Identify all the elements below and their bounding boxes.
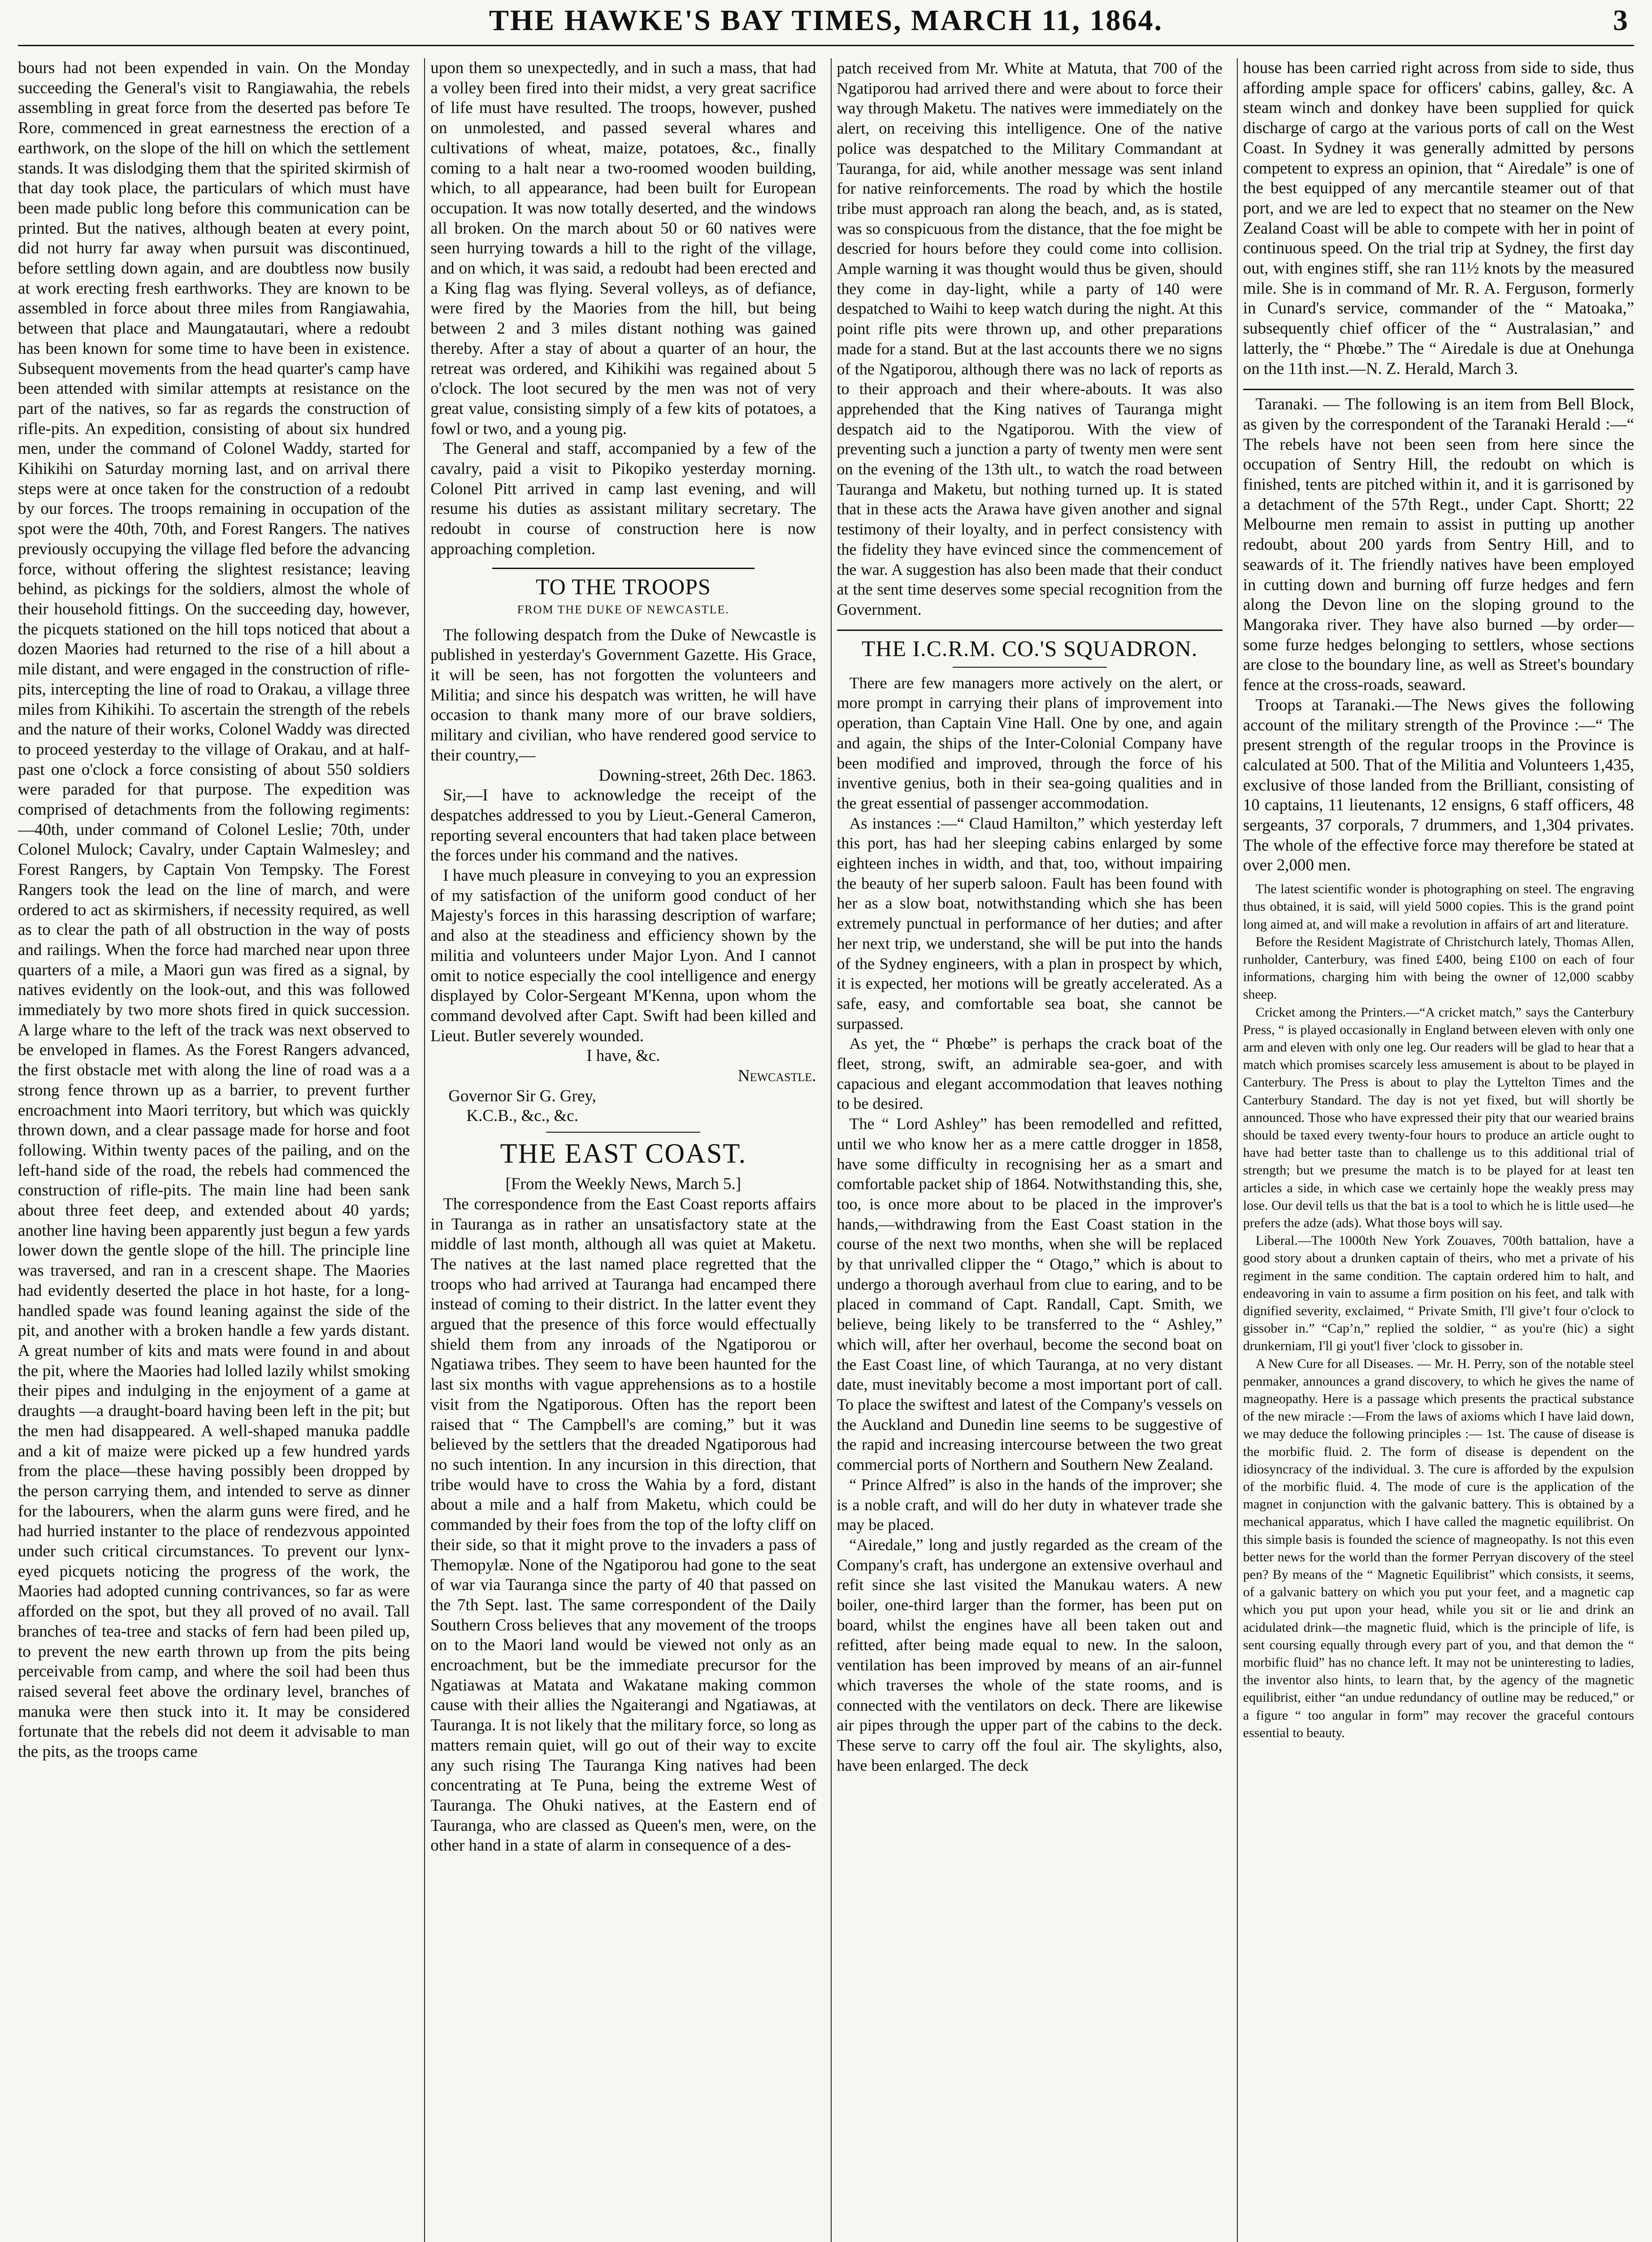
brief-item: The latest scientific wonder is photographing on steel. The engraving thus obtained, it is said, will yield 5000 copies. This is the grand point long aimed at, and will make a revolution in affairs of art and literature. bbox=[1243, 882, 1634, 932]
article-paragraph: The correspondence from the East Coast reports affairs in Tauranga as in rather an unsatisfactory state at the middle of last month, although all was quiet at Maketu. The natives at the last named place regretted that the troops who had arrived at Tauranga had encamped there instead of coming to their district. In the latter event they argued that the presence of this force would effectually shield them from any inroads of the Ngatiporou or Ngatiawa tribes. They seem to have been haunted for the last six months with vague apprehensions as to a hostile visit from the Ngatiporous. Often has the report been raised that “ The Campbell's are coming,” but it was believed by the settlers that the dreaded Ngatiporous had no such intention. In any incursion in this direction, that tribe would have to cross the Wahia by a ford, distant about a mile and a half from Maketu, which could be commanded by their foes from the top of the lofty cliff on their side, so that it might prove to the invaders a pass of Themopylæ. None of the Ngatiporou had gone to the seat of war via Tauranga since the party of 40 that passed on the 7th Sept. last. The same correspondent of the Daily Southern Cross believes that any movement of the troops on to the Maori land would be viewed not only as an encroachment, but be the immediate precursor for the Ngatiawas at Matata and Wakatane making common cause with their allies the Ngaiterangi and Ngatiawas, at Tauranga. It is not likely that the military force, so long as matters remain quiet, will go out of their way to excite any such rising The Tauranga King natives had been concentrating at Te Puna, being the extreme West of Tauranga. The Ohuki natives, at the Eastern end of Tauranga, who are classed as Queen's men, were, on the other hand in a state of alarm in consequence of a des- bbox=[430, 1195, 816, 1855]
article-paragraph: The “ Lord Ashley” has been remodelled and refitted, until we who know her as a mere cattle drogger in 1858, have some difficulty in recognising her as a smart and comfortable packet ship of 1864. Notwithstanding this, she, too, is once more about to be placed in the improver's hands,—withdrawing from the East Coast station in the course of the next two months, when she will be replaced by that unrivalled clipper the “ Otago,” which is about to undergo a thorough averhaul from clue to earing, and to be placed in command of Capt. Randall, Capt. Smith, we believe, being likely to be transferred to the “ Ashley,” which will, after her overhaul, become the second boat on the East Coast line, of which Tauranga, at no very distant date, must inevitably become a most important port of call. To place the swiftest and latest of the Company's vessels on the Auckland and Dunedin line seems to be suggestive of the rapid and increasing intercourse between the two great commercial ports of Northern and Southern New Zealand. bbox=[837, 1115, 1223, 1474]
column-3 bbox=[831, 58, 1228, 2242]
brief-item: Before the Resident Magistrate of Christchurch lately, Thomas Allen, runholder, Canterbury, was fined £400, being £100 on each of four informations, charging him with being the owner of 12,000 scabby sheep. bbox=[1243, 934, 1634, 1002]
despatch-closing: I have, &c. bbox=[586, 1047, 660, 1065]
section-subheading: FROM THE DUKE OF NEWCASTLE. bbox=[517, 603, 729, 616]
section-divider bbox=[837, 630, 1223, 631]
article-paragraph: The following despatch from the Duke of Newcastle is published in yesterday's Government Gazette. His Grace, it will be seen, has not forgotten the volunteers and Militia; and since his despatch was written, he will have occasion to thank many more of our brave soldiers, military and civilian, who have rendered good service to their country,— bbox=[430, 626, 816, 765]
article-paragraph: house has been carried right across from side to side, thus affording ample space for officers' cabins, galley, &c. A steam winch and donkey have been supplied for quick discharge of cargo at the various ports of call on the West Coast. In Sydney it was generally admitted by persons competent to express an opinion, that “ Airedale” is one of the best equipped of any mercantile steamer out of that port, and we are led to expect that no steamer on the New Zealand Coast will be able to compete with her in point of continuous speed. On the trial trip at Sydney, the first day out, with engines stiff, she ran 11½ knots by the measured mile. She is in command of Mr. R. A. Ferguson, formerly in Cunard's service, commander of the “ Matoaka,” subsequently chief officer of the “ Australasian,” and latterly, the “ Phœbe.” The “ Airedale is due at Onehunga on the 11th inst.—N. Z. Herald, March 3. bbox=[1243, 59, 1634, 378]
despatch-addressee: Governor Sir G. Grey, bbox=[448, 1086, 596, 1105]
section-heading-icrm-squadron: THE I.C.R.M. CO.'S SQUADRON. bbox=[861, 635, 1198, 661]
news-item-taranaki: Taranaki. — The following is an item from Bell Block, as given by the correspondent of the Taranaki Herald :—“ The rebels have not been seen from here since the occupation of Sentry Hill, the redoubt on which is finished, tents are pitched within it, and it is garrisoned by a detachment of the 57th Regt., under Capt. Shortt; 22 Melbourne men remain to assist in putting up another redoubt, about 200 yards from Sentry Hill, and to seawards of it. The friendly natives have been employed in cutting down and burning off furze hedges and fern along the Devon line on the sloping ground to the Mangoraka river. They have also burned —by order—some furze hedges belonging to settlers, whose sections are close to the boundary line, as well as Street's boundary fence at the cross-roads, seaward. bbox=[1243, 395, 1634, 695]
newspaper-title: THE HAWKE'S BAY TIMES, MARCH 11, 1864. bbox=[489, 4, 1163, 37]
section-divider bbox=[546, 1132, 700, 1133]
column-4 bbox=[1237, 58, 1634, 2242]
section-heading-east-coast: THE EAST COAST. bbox=[500, 1138, 747, 1169]
article-paragraph: Sir,—I have to acknowledge the receipt of the despatches addressed to you by Lieut.-General Cameron, reporting several encounters that had taken place between the forces under his command and the natives. bbox=[430, 786, 816, 865]
column-1 bbox=[18, 58, 415, 2242]
article-paragraph: The General and staff, accompanied by a few of the cavalry, paid a visit to Pikopiko yesterday morning. Colonel Pitt arrived in camp last evening, and will resume his duties as assistant military secretary. The redoubt in course of construction here is now approaching completion. bbox=[430, 439, 816, 558]
article-columns bbox=[18, 58, 1634, 2242]
page-number: 3 bbox=[1613, 4, 1628, 37]
article-source-line: [From the Weekly News, March 5.] bbox=[505, 1175, 741, 1194]
despatch-signature: Newcastle. bbox=[737, 1067, 816, 1086]
article-paragraph: There are few managers more actively on the alert, or more prompt in carrying their plans of improvement into operation, than Captain Vine Hall. One by one, and again and again, the ships of the Inter-Colonial Company have been modified and improved, through the force of his inventive genius, both in their sea-going qualities and in the great essential of passenger accommodation. bbox=[837, 673, 1223, 812]
article-paragraph: As instances :—“ Claud Hamilton,” which yesterday left this port, has had her sleeping cabins enlarged by some eighteen inches in width, and that, too, without impairing the beauty of her superb saloon. Fault has been found with her as a slow boat, notwithstanding which she has been extremely punctual in performance of her duties; and after her next trip, we understand, she will be put into the hands of the Sydney engineers, with a plan in prospect by which, it is expected, her motions will be greatly accelerated. As a safe, easy, and comfortable sea boat, she cannot be surpassed. bbox=[837, 814, 1223, 1033]
article-paragraph: As yet, the “ Phœbe” is perhaps the crack boat of the fleet, strong, swift, an admirable sea-goer, and with capacious and elegant accommodation that leaves nothing to be desired. bbox=[837, 1034, 1223, 1113]
article-paragraph: I have much pleasure in conveying to you an expression of my satisfaction of the uniform good conduct of her Majesty's forces in this harassing description of warfare; and also at the steadiness and efficiency shown by the militia and volunteers under Major Lyon. And I cannot omit to notice especially the cool intelligence and energy displayed by Color-Sergeant M'Kenna, upon whom the command devolved after Capt. Swift had been killed and Lieut. Butler severely wounded. bbox=[430, 866, 816, 1045]
masthead bbox=[18, 0, 1634, 46]
section-divider bbox=[953, 667, 1107, 668]
column-2 bbox=[424, 58, 821, 2242]
despatch-addressee-title: K.C.B., &c., &c. bbox=[466, 1107, 578, 1125]
waikato-war-article-continued: bours had not been expended in vain. On the Monday succeeding the General's visit to Rangiawahia, the rebels assembling in great force from the deserted pas before Te Rore, commenced in great earnestness the erection of a earthwork, on the slope of the hill on which the settlement stands. It was dislodging them that the spirited skirmish of that day took place, the particulars of which must have been made public long before this communication can be printed. But the natives, although beaten at every point, did not hurry far away when pursuit was discontinued, before settling down again, and are doubtless now busily at work erecting fresh earthworks. They are known to be assembled in force about three miles from Rangiawahia, between that place and Maungatautari, where a redoubt has been known for some time to have been in existence. Subsequent movements from the head quarter's camp have been attended with similar attempts at resistance on the part of the natives, so far as regards the construction of rifle-pits. An expedition, consisting of about six hundred men, under the command of Colonel Waddy, started for Kihikihi on Saturday morning last, and on arrival there steps were at once taken for the construction of a redoubt by our forces. The troops remaining in occupation of the spot were the 40th, 70th, and Forest Rangers. The natives previously occupying the village fled before the advancing force, without offering the slightest resistance; leaving behind, as pickings for the soldiers, almost the whole of their household fittings. On the succeeding day, however, the picquets stationed on the hill tops noticed that about a dozen Maories had returned to the rise of a hill about a mile distant, and were engaged in the construction of rifle-pits, intercepting the line of road to Orakau, a village three miles from Kihikihi. To ascertain the strength of the rebels and the nature of their works, Colonel Waddy was directed to proceed yesterday to the village of Orakau, and at half-past one o'clock a force consisting of about 550 soldiers were paraded for that purpose. The expedition was comprised of detachments from the following regiments:—40th, under command of Colonel Leslie; 70th, under Colonel Mulock; Cavalry, under Captain Walmesley; and Forest Rangers, by Captain Von Tempsky. The Forest Rangers took the lead on the line of march, and were ordered to act as skirmishers, if necessity required, as well as to clear the path of all obstruction in the way of posts and railings. When the force had marched near upon three quarters of a mile, a Maori gun was fired as a signal, by natives evidently on the look-out, and this was followed immediately by two more shots fired in quick succession. A large whare to the left of the track was next observed to be enveloped in flames. As the Forest Rangers advanced, the first obstacle met with along the line of road was a a strong fence thrown up as a barrier, to prevent further encroachment into Maori territory, but which was quickly thrown down, and a clear passage made for horse and foot following. Within twenty paces of the pailing, and on the left-hand side of the road, the rebels had commenced the construction of rifle-pits. The main line had been sank about three feet deep, and extended about 40 yards; another line having been apparently just begun a few yards lower down the gentle slope of the hill. The principle line was traversed, and ran in a crescent shape. The Maories had evidently deserted the place in hot haste, for a long-handled spade was found leaning against the side of the pit, and another with a broken handle a few yards distant. A great number of kits and mats were found in and about the pit, where the Maories had lolled lazily whilst smoking their pipes and indulging in the enjoyment of a game at draughts —a draught-board having been left in the pit; but the men had disappeared. A well-shaped manuka paddle and a kit of maize were picked up a few hundred yards from the place—these having possibly been dropped by the person carrying them, and intended to serve as dinner for the labourers, when the alarm guns were fired, and he had hurried instanter to the place of rendezvous appointed under such critical circumstances. To prevent our lynx-eyed picquets noticing the progress of the work, the Maories had adopted cunning contrivances, so far as were afforded on the spot, but they all proved of no avail. Tall branches of tea-tree and stacks of fern had been piled up, to prevent the new earth thrown up from the pits being perceivable from camp, and where the soil had been thus raised several feet above the ordinary level, branches of manuka were then stuck into it. It may be considered fortunate that the rebels did not deem it advisable to man the pits, as the troops came bbox=[18, 59, 410, 1761]
section-divider bbox=[1243, 389, 1634, 390]
news-item-troops-at-taranaki: Troops at Taranaki.—The News gives the following account of the military strength of the Province :—“ The present strength of the regular troops in the Province is calculated at 500. That of the Militia and Volunteers 1,435, exclusive of those landed from the Brilliant, consisting of 10 captains, 11 lieutenants, 12 ensigns, 6 staff officers, 48 sergeants, 37 corporals, 7 drummers, and 1,304 privates. The whole of the effective force may therefore be stated at over 2,000 men. bbox=[1243, 695, 1634, 875]
article-paragraph: “ Prince Alfred” is also in the hands of the improver; she is a noble craft, and will do her duty in whatever trade she may be placed. bbox=[837, 1475, 1223, 1534]
brief-item: A New Cure for all Diseases. — Mr. H. Perry, son of the notable steel penmaker, announces a grand discovery, to which he gives the name of magneopathy. Here is a passage which presents the practical substance of the new miracle :—From the laws of axioms which I have laid down, we may deduce the following principles :— 1st. The cause of disease is the morbific fluid. 2. The form of disease is dependent on the idiosyncracy of the individual. 3. The cure is afforded by the expulsion of the morbific fluid. 4. The mode of cure is the application of the magnet in conjunction with the galvanic battery. This is obtained by a mechanical apparatus, which I have called the magnetic equilibrist. On this simple basis is founded the science of magneopathy. Is not this even better news for the world than the former Perryan discovery of the steel pen? By means of the “ Magnetic Equilibrist” which consists, it seems, of a galvanic battery on which you put your feet, and a magnetic cap which you put upon your head, while you sit or lie and drink an acidulated drink—the magnetic fluid, which is the principle of life, is sent coursing equally through every part of you, and that demon the “ morbific fluid” has no chance left. It may not be uninteresting to ladies, the inventor also hints, to learn that, by the agency of the magnetic equilibrist, either “an undue redundancy of outline may be reduced,” or a figure “ too angular in form” may recover the graceful contours essential to beauty. bbox=[1243, 1356, 1634, 1740]
section-heading-to-the-troops: TO THE TROOPS bbox=[535, 574, 711, 599]
section-divider bbox=[492, 568, 754, 569]
despatch-dateline: Downing-street, 26th Dec. 1863. bbox=[598, 766, 816, 785]
brief-item: Cricket among the Printers.—“A cricket match,” says the Canterbury Press, “ is played occasionally in England between eleven with only one arm and eleven with only one leg. Our readers will be glad to hear that a match which promises scarcely less amusement is about to be played in Canterbury. The Press is about to play the Lyttelton Times and the Canterbury Standard. The day is not yet fixed, but will shortly be announced. Those who have expressed their pity that our wearied brains should be taxed every twenty-four hours to produce an article ought to have had better taste than to challenge us to this additional trial of strength; but we presume the match is to be played for at least ten articles a side, in which case we certainly hope the weakly press may lose. Our devil tells us that the bat is a tool to which he is little used—he prefers the adze (ads). What those boys will say. bbox=[1243, 1004, 1634, 1230]
brief-item: Liberal.—The 1000th New York Zouaves, 700th battalion, have a good story about a drunken captain of theirs, who met a private of his regiment in the same condition. The captain ordered him to halt, and endeavoring in vain to assume a firm position on his feet, and talk with dignified severity, exclaimed, “ Private Smith, I'll give’t four o'clock to gissober in.” “Cap’n,” replied the soldier, “ as you're (hic) a sight drunkerniam, I'll gi yout'l fiver 'clock to gissober in. bbox=[1243, 1233, 1634, 1354]
article-paragraph: “Airedale,” long and justly regarded as the cream of the Company's craft, has undergone an extensive overhaul and refit since she last visited the Manukau waters. A new boiler, one-third larger than the former, has been put on board, whilst the engines have all been taken out and refitted, after being made equal to new. In the saloon, ventilation has been improved by means of an air-funnel which traverses the whole of the state rooms, and is connected with the ventilators on deck. There are likewise air pipes through the upper part of the cabins to the deck. These serve to carry off the foul air. The skylights, also, have been enlarged. The deck bbox=[837, 1535, 1223, 1774]
article-paragraph: upon them so unexpectedly, and in such a mass, that had a volley been fired into their midst, a very great sacrifice of life must have resulted. The troops, however, pushed on unmolested, and passed several whares and cultivations of wheat, maize, potatoes, &c., finally coming to a halt near a two-roomed wooden building, which, to all appearance, had been built for European occupation. It was now totally deserted, and the windows all broken. On the march about 50 or 60 natives were seen hurrying towards a hill to the right of the village, and on which, it was said, a redoubt had been erected and a King flag was flying. Several volleys, as of defiance, were fired by the Maories from the hill, but being between 2 and 3 miles distant nothing was gained thereby. After a stay of about a quarter of an hour, the retreat was ordered, and Kihikihi was regained about 5 o'clock. The loot secured by the men was not of very great value, consisting simply of a few kits of potatoes, a fowl or two, and a young pig. bbox=[430, 59, 816, 438]
article-paragraph: patch received from Mr. White at Matuta, that 700 of the Ngatiporou had arrived there and were about to force their way through Maketu. The natives were immediately on the alert, on receiving this intelligence. One of the native police was despatched to the Military Commandant at Tauranga, for aid, while another message was sent inland for native reinforcements. The road by which the hostile tribe must approach ran along the beach, and, as is stated, was so conspicuous from the distance, that the foe might be descried for hours before they could come into collision. Ample warning it was thought would thus be given, should they come in day-light, while a party of 140 were despatched to Waihi to keep watch during the night. At this point rifle pits were thrown up, and other preparations made for a stand. But at the last accounts there we no signs of the Ngatiporou, although there was no lack of reports as to their approach and their where-abouts. It was also apprehended that the King natives of Tauranga might despatch aid to the Ngatiporou. With the view of preventing such a junction a party of twenty men were sent on the evening of the 13th ult., to watch the road between Tauranga and Maketu, but nothing turned up. It is stated that in these acts the Arawa have given another and signal testimony of their loyalty, and in perfect consistency with the fidelity they have evinced since the commencement of the war. A suggestion has also been made that their conduct at the sent time deserves some special recognition from the Government. bbox=[837, 59, 1223, 618]
